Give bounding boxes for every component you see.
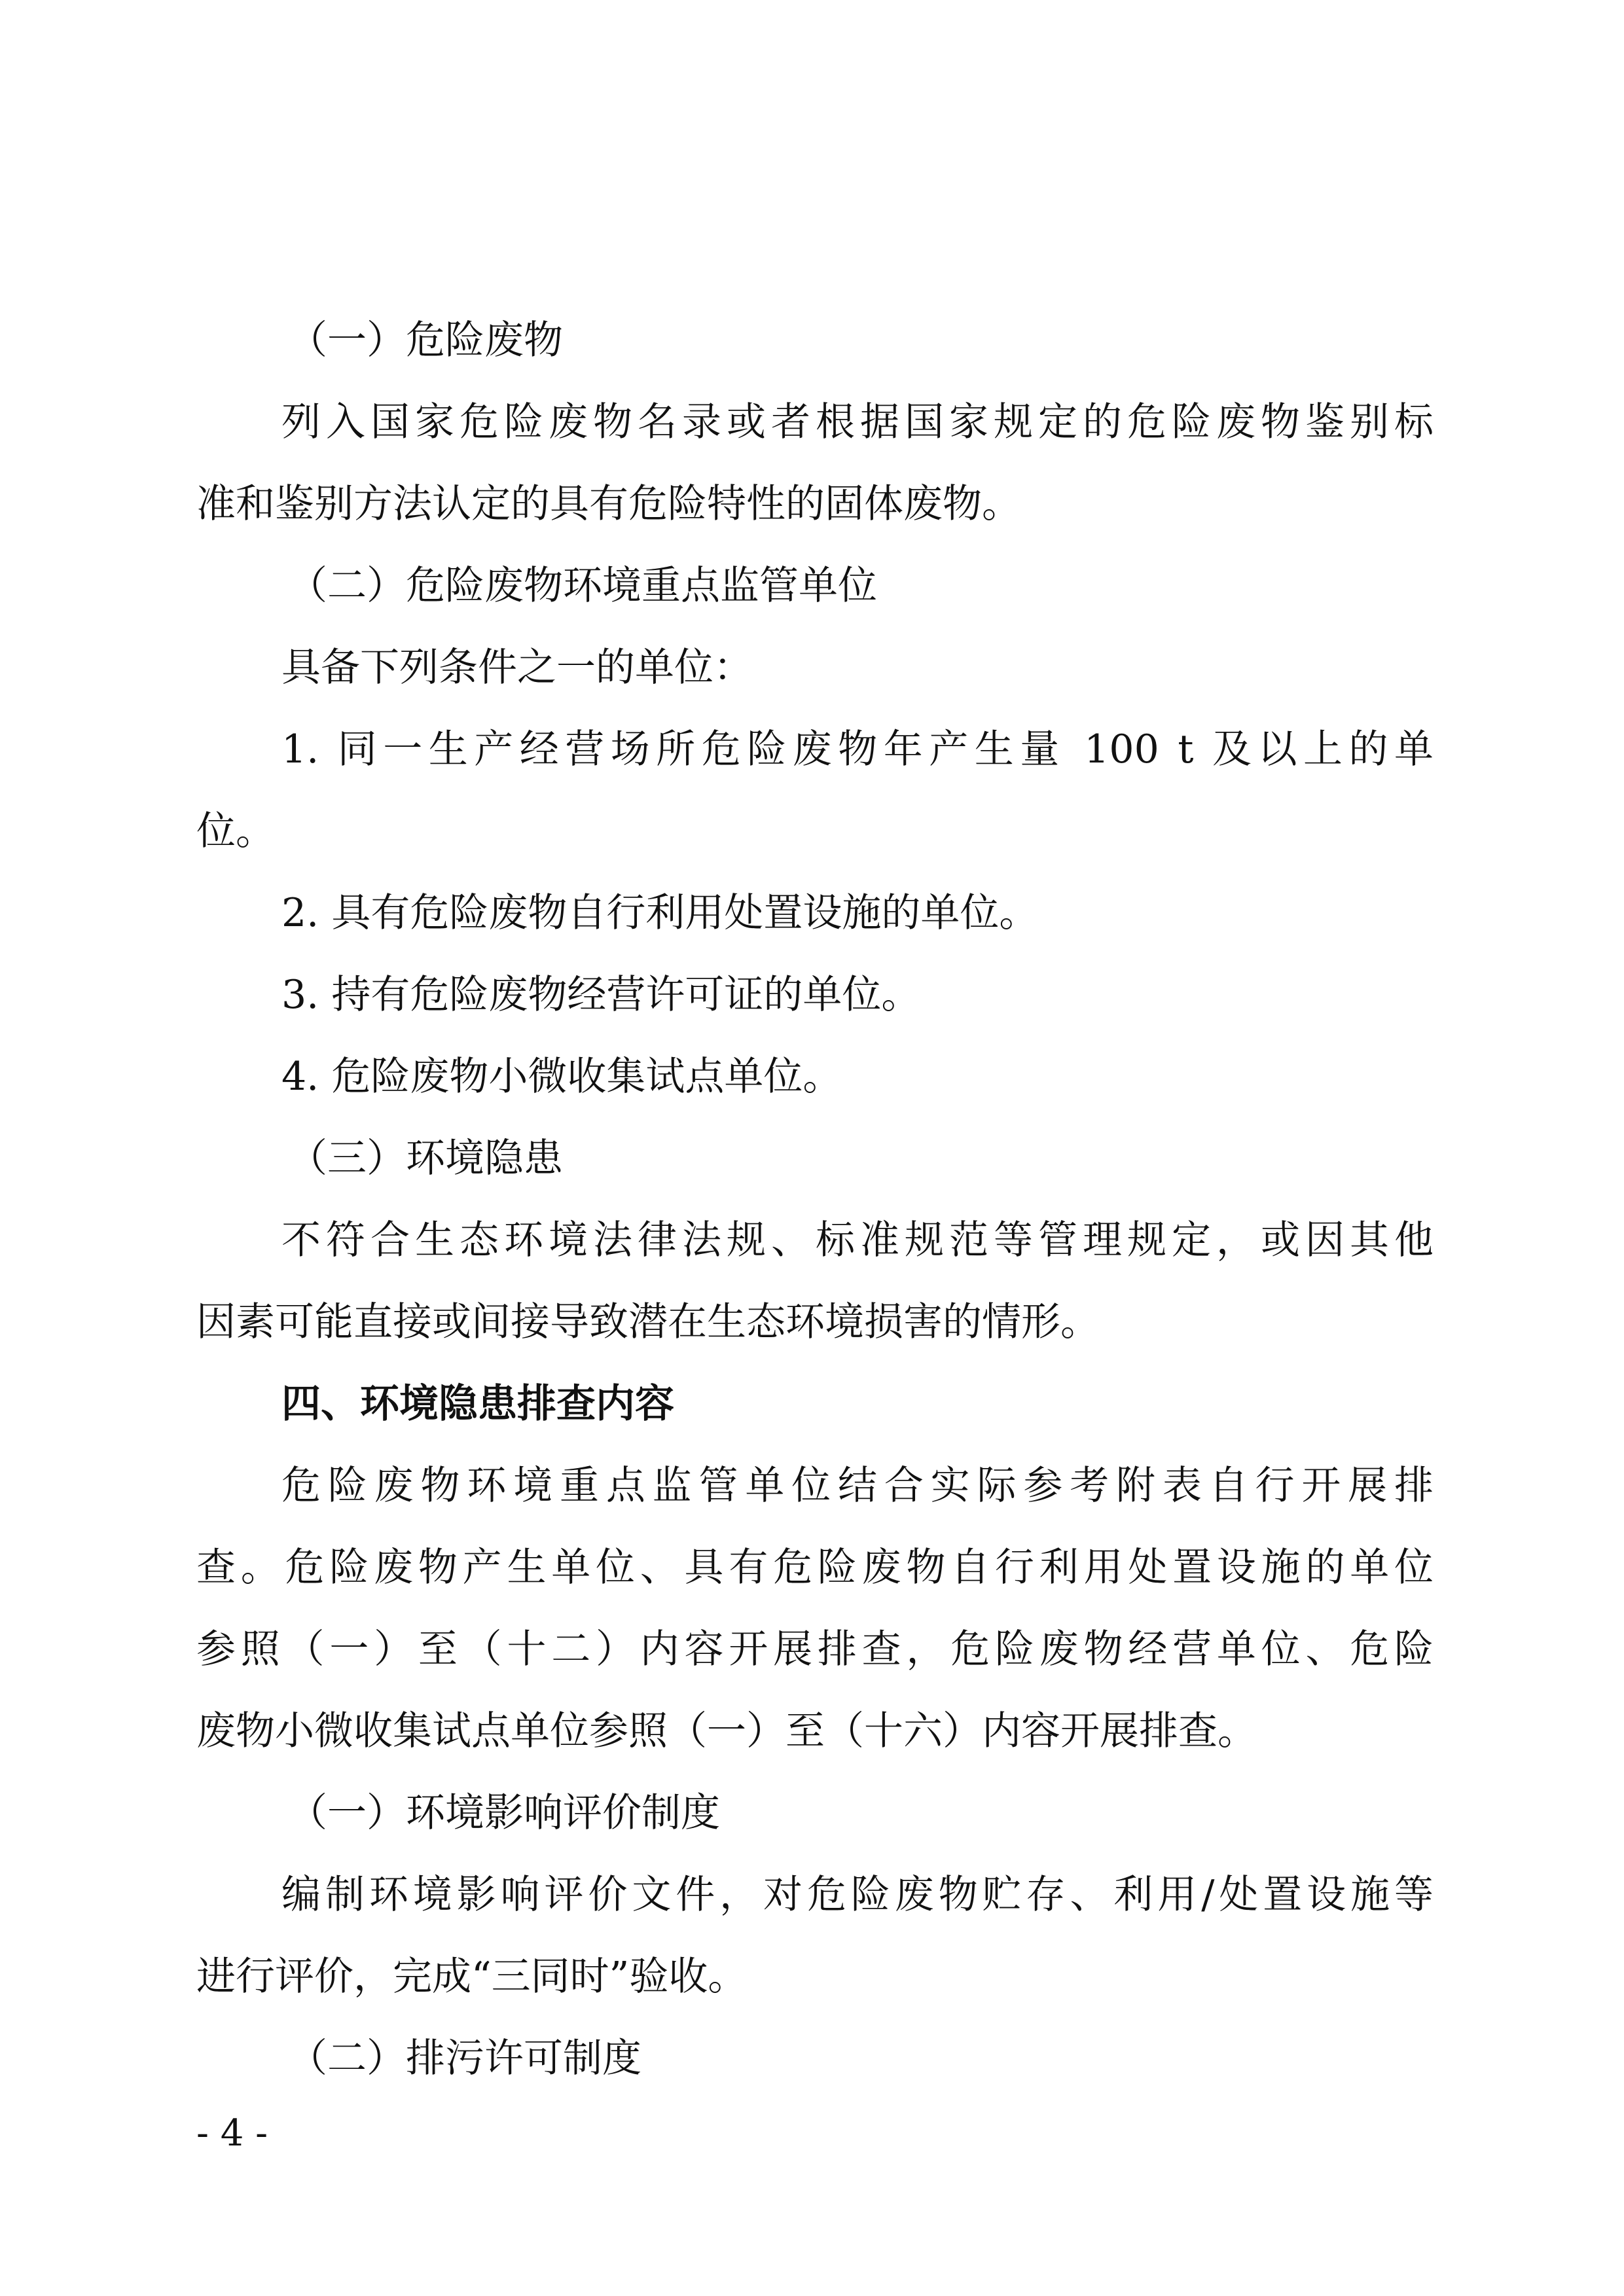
paragraph-line: 编制环境影响评价文件，对危险废物贮存、利用/处置设施等 [281,1872,1434,1918]
section-heading-eia: （一）环境影响评价制度 [288,1790,720,1836]
section-heading-key-units: （二）危险废物环境重点监管单位 [288,563,877,609]
paragraph-line: 因素可能直接或间接导致潜在生态环境损害的情形。 [196,1299,1100,1345]
list-item-1: 1. 同一生产经营场所危险废物年产生量 100 t 及以上的单 [281,726,1434,772]
paragraph-line: 列入国家危险废物名录或者根据国家规定的危险废物鉴别标 [281,399,1434,445]
section-heading-hazardous-waste: （一）危险废物 [288,317,563,363]
paragraph-line: 位。 [196,808,275,854]
paragraph-line: 不符合生态环境法律法规、标准规范等管理规定，或因其他 [281,1217,1434,1263]
list-item-2: 2. 具有危险废物自行利用处置设施的单位。 [281,890,1039,936]
paragraph-line: 具备下列条件之一的单位： [281,645,753,691]
paragraph-line: 危险废物环境重点监管单位结合实际参考附表自行开展排 [281,1463,1434,1509]
paragraph-line: 准和鉴别方法认定的具有危险特性的固体废物。 [196,481,1021,527]
page-number: - 4 - [196,2112,268,2155]
section-heading-permit: （二）排污许可制度 [288,2036,641,2081]
paragraph-line: 查。危险废物产生单位、具有危险废物自行利用处置设施的单位 [196,1545,1434,1590]
chapter-heading: 四、环境隐患排查内容 [281,1381,674,1427]
section-heading-hazards: （三）环境隐患 [288,1136,563,1181]
paragraph-line: 参照（一）至（十二）内容开展排查，危险废物经营单位、危险 [196,1626,1434,1672]
list-item-3: 3. 持有危险废物经营许可证的单位。 [281,972,921,1018]
list-item-4: 4. 危险废物小微收集试点单位。 [281,1054,842,1100]
paragraph-line: 进行评价，完成“三同时”验收。 [196,1954,748,2000]
paragraph-line: 废物小微收集试点单位参照（一）至（十六）内容开展排查。 [196,1708,1257,1754]
